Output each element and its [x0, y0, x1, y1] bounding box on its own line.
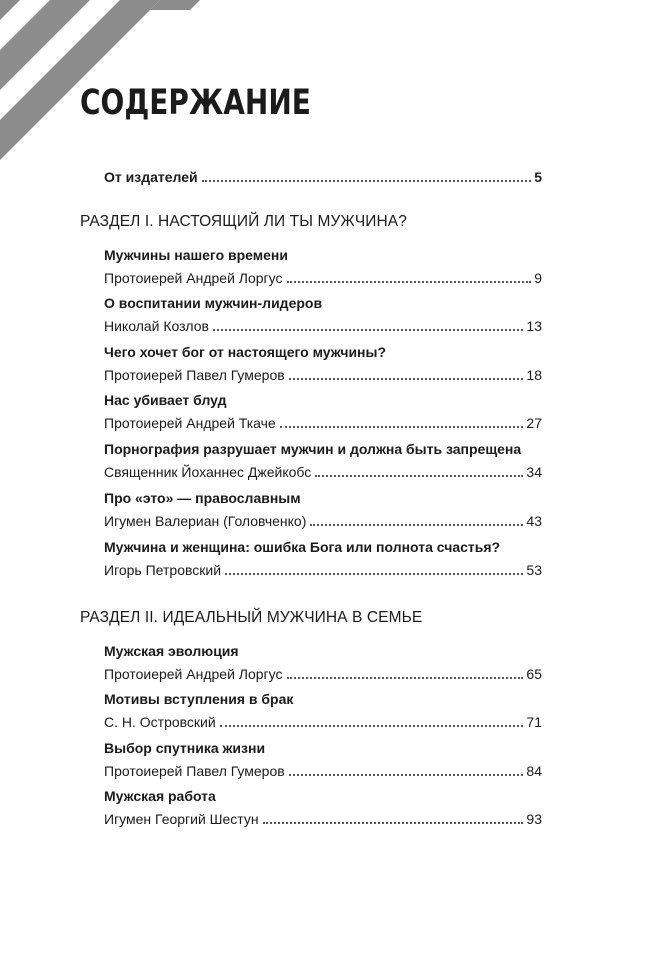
- section-heading: РАЗДЕЛ II. ИДЕАЛЬНЫЙ МУЖЧИНА В СЕМЬЕ: [80, 609, 423, 626]
- entry-title[interactable]: Выбор спутника жизни: [104, 740, 266, 756]
- page-number: 71: [526, 714, 542, 730]
- toc-row[interactable]: [104, 463, 542, 481]
- entry-author: Протоиерей Андрей Лоргус: [104, 666, 283, 682]
- entry-author: Игорь Петровский: [104, 562, 222, 578]
- toc-row[interactable]: [104, 317, 542, 335]
- entry-title[interactable]: Нас убивает блуд: [104, 392, 227, 408]
- dot-leader: [263, 822, 524, 824]
- entry-title[interactable]: Мужская эволюция: [104, 643, 239, 659]
- dot-leader: [289, 378, 524, 380]
- page-number: 93: [526, 811, 542, 827]
- entry-author: Протоиерей Андрей Ткаче: [104, 415, 276, 431]
- entry-author: Священник Йоханнес Джейкобс: [104, 464, 312, 480]
- entry-author: Протоиерей Андрей Лоргус: [104, 270, 283, 286]
- entry-title[interactable]: О воспитании мужчин-лидеров: [104, 295, 323, 311]
- page-number: 43: [526, 513, 542, 529]
- page-number: 34: [526, 464, 542, 480]
- dot-leader: [287, 281, 532, 283]
- page-number: 9: [534, 270, 542, 286]
- page-number: 13: [526, 318, 542, 334]
- entry-author: Игумен Георгий Шестун: [104, 811, 259, 827]
- dot-leader: [202, 180, 531, 182]
- entry-author: Протоиерей Павел Гумеров: [104, 367, 285, 383]
- dot-leader: [310, 524, 523, 526]
- entry-title[interactable]: Мотивы вступления в брак: [104, 691, 294, 707]
- dot-leader: [220, 725, 524, 727]
- page-number: 65: [526, 666, 542, 682]
- toc-row[interactable]: [104, 561, 542, 579]
- entry-title[interactable]: Порнография разрушает мужчин и должна быть запрещена: [104, 441, 522, 457]
- page-number: 84: [526, 763, 542, 779]
- entry-author: Протоиерей Павел Гумеров: [104, 763, 285, 779]
- entry-title[interactable]: Про «это» — православным: [104, 490, 301, 506]
- section-heading: РАЗДЕЛ I. НАСТОЯЩИЙ ЛИ ТЫ МУЖЧИНА?: [80, 213, 407, 230]
- toc-row[interactable]: [104, 810, 542, 828]
- entry-title[interactable]: Чего хочет бог от настоящего мужчины?: [104, 344, 387, 360]
- dot-leader: [315, 475, 523, 477]
- toc-row-intro[interactable]: [104, 168, 542, 186]
- page-title: СОДЕРЖАНИЕ: [80, 83, 311, 123]
- page-number: 18: [526, 367, 542, 383]
- toc-row[interactable]: [104, 713, 542, 731]
- entry-title[interactable]: Мужская работа: [104, 788, 216, 804]
- entry-title[interactable]: Мужчины нашего времени: [104, 247, 288, 263]
- toc-row[interactable]: [104, 366, 542, 384]
- page-number: 5: [534, 169, 542, 185]
- dot-leader: [213, 329, 523, 331]
- page-number: 53: [526, 562, 542, 578]
- entry-title[interactable]: Мужчина и женщина: ошибка Бога или полнота счастья?: [104, 539, 501, 555]
- toc-row[interactable]: [104, 512, 542, 530]
- entry-author: С. Н. Островский: [104, 714, 216, 730]
- dot-leader: [287, 677, 524, 679]
- entry-author: Игумен Валериан (Головченко): [104, 513, 307, 529]
- toc-row[interactable]: [104, 269, 542, 287]
- entry-author: Николай Козлов: [104, 318, 209, 334]
- page-number: 27: [526, 415, 542, 431]
- entry-title: От издателей: [104, 169, 198, 185]
- toc-row[interactable]: [104, 762, 542, 780]
- toc-row[interactable]: [104, 665, 542, 683]
- toc-row[interactable]: [104, 414, 542, 432]
- dot-leader: [280, 426, 524, 428]
- dot-leader: [289, 774, 524, 776]
- dot-leader: [225, 573, 523, 575]
